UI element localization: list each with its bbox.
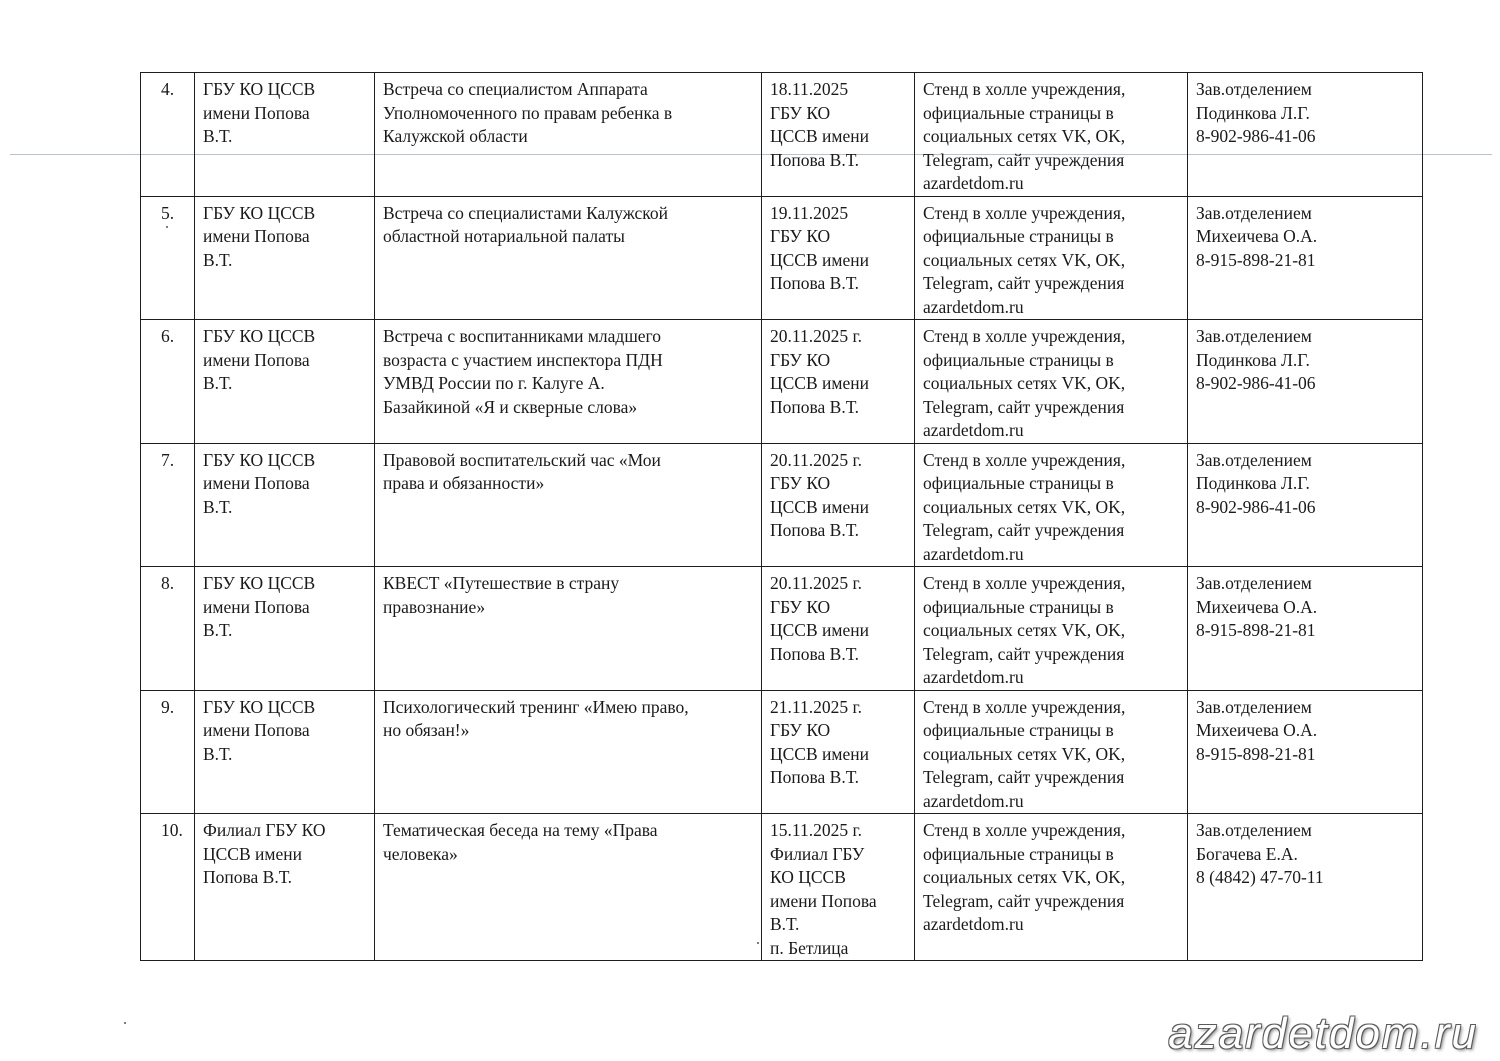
table-row [141, 690, 1423, 814]
row-number-cell: 10. [141, 814, 195, 961]
cell-text-line: имени Попова [770, 890, 877, 911]
cell-text-line: Telegram, сайт учреждения [923, 149, 1125, 170]
date-place-cell [762, 320, 915, 444]
info-channels-cell [915, 73, 1188, 197]
cell-text-line: Попова В.Т. [770, 643, 860, 664]
cell-text-line: 19.11.2025 [770, 202, 849, 223]
cell-text-line: имени Попова [203, 473, 310, 493]
cell-text-line: официальные страницы в [923, 720, 1114, 740]
cell-text-line: Зав.отделением [1196, 696, 1312, 717]
cell-text-line: Telegram, сайт учреждения [923, 767, 1125, 787]
cell-text-line: социальных сетях VK, OK, [923, 743, 1126, 764]
cell-text-line: социальных сетях VK, OK, [923, 373, 1126, 393]
info-channels-cell [915, 814, 1188, 961]
cell-text-line: В.Т. [203, 373, 233, 393]
date-place-cell [762, 690, 915, 814]
cell-text-line: Михеичева О.А. [1196, 720, 1318, 740]
cell-text-line: ЦССВ имени [203, 843, 302, 864]
organization-cell [195, 690, 375, 814]
cell-text-line: права и обязанности» [383, 473, 545, 493]
cell-text-line: Филиал ГБУ КО [203, 820, 326, 840]
cell-text-line: Зав.отделением [1196, 820, 1312, 840]
cell-text-line: В.Т. [203, 249, 233, 270]
organization-cell [195, 196, 375, 320]
organization-cell [195, 443, 375, 567]
cell-text-line: Михеичева О.А. [1196, 226, 1318, 246]
cell-text-line: Стенд в холле учреждения, [923, 326, 1126, 346]
cell-text-line: 8-902-986-41-06 [1196, 126, 1316, 146]
cell-text-line: ГБУ КО [770, 102, 831, 123]
cell-text-line: социальных сетях VK, OK, [923, 620, 1126, 640]
responsible-cell [1188, 196, 1423, 320]
cell-text-line: ГБУ КО ЦССВ [203, 449, 316, 470]
site-watermark: azardetdom.ru [1168, 1009, 1478, 1058]
responsible-cell [1188, 814, 1423, 961]
cell-text-line: ГБУ КО ЦССВ [203, 79, 316, 99]
cell-text-line: Зав.отделением [1196, 79, 1312, 99]
cell-text-line: Стенд в холле учреждения, [923, 202, 1126, 223]
cell-text-line: В.Т. [203, 126, 233, 146]
cell-text-line: Правовой воспитательский час «Мои [383, 449, 661, 470]
cell-text-line: ЦССВ имени [770, 126, 869, 146]
cell-text-line: ЦССВ имени [770, 743, 869, 764]
cell-text-line: Подинкова Л.Г. [1196, 102, 1310, 123]
cell-text-line: областной нотариальной палаты [383, 226, 625, 246]
cell-text-line: В.Т. [770, 914, 800, 934]
row-number-cell: 8. [141, 567, 195, 691]
cell-text-line: ГБУ КО [770, 596, 831, 617]
cell-text-line: официальные страницы в [923, 473, 1114, 493]
cell-text-line: УМВД России по г. Калуге А. [383, 373, 605, 393]
cell-text-line: 20.11.2025 г. [770, 449, 863, 470]
cell-text-line: 8-915-898-21-81 [1196, 743, 1316, 764]
info-channels-cell [915, 690, 1188, 814]
event-name-cell [375, 814, 762, 961]
cell-text-line: Встреча с воспитанниками младшего [383, 326, 662, 346]
cell-text-line: Попова В.Т. [770, 767, 860, 787]
table-row [141, 443, 1423, 567]
cell-text-line: Telegram, сайт учреждения [923, 396, 1125, 417]
cell-text-line: ЦССВ имени [770, 496, 869, 517]
cell-text-line: Стенд в холле учреждения, [923, 696, 1126, 717]
cell-text-line: официальные страницы в [923, 596, 1114, 617]
event-name-cell [375, 196, 762, 320]
cell-text-line: 20.11.2025 г. [770, 326, 863, 346]
event-name-cell [375, 690, 762, 814]
cell-text-line: 8-915-898-21-81 [1196, 620, 1316, 640]
cell-text-line: Подинкова Л.Г. [1196, 473, 1310, 493]
cell-text-line: 8 (4842) 47-70-11 [1196, 867, 1324, 887]
cell-text-line: 18.11.2025 [770, 79, 849, 99]
cell-text-line: 8-915-898-21-81 [1196, 249, 1316, 270]
scan-speck [166, 226, 168, 228]
cell-text-line: Подинкова Л.Г. [1196, 349, 1310, 370]
cell-text-line: Стенд в холле учреждения, [923, 573, 1126, 593]
cell-text-line: официальные страницы в [923, 226, 1114, 246]
cell-text-line: п. Бетлица [770, 937, 849, 958]
organization-cell [195, 320, 375, 444]
cell-text-line: социальных сетях VK, OK, [923, 496, 1126, 517]
cell-text-line: Telegram, сайт учреждения [923, 273, 1125, 293]
info-channels-cell [915, 567, 1188, 691]
cell-text-line: Стенд в холле учреждения, [923, 79, 1126, 99]
cell-text-line: azardetdom.ru [923, 914, 1024, 934]
cell-text-line: Попова В.Т. [770, 273, 860, 293]
cell-text-line: Психологический тренинг «Имею право, [383, 696, 689, 717]
cell-text-line: Стенд в холле учреждения, [923, 449, 1126, 470]
row-number-cell: 7. [141, 443, 195, 567]
cell-text-line: Telegram, сайт учреждения [923, 890, 1125, 911]
scan-speck [124, 1022, 126, 1024]
organization-cell [195, 567, 375, 691]
cell-text-line: но обязан!» [383, 720, 470, 740]
cell-text-line: В.Т. [203, 620, 233, 640]
cell-text-line: Попова В.Т. [203, 867, 293, 887]
cell-text-line: имени Попова [203, 102, 310, 123]
info-channels-cell [915, 443, 1188, 567]
cell-text-line: человека» [383, 843, 458, 864]
cell-text-line: Попова В.Т. [770, 396, 860, 417]
cell-text-line: Уполномоченного по правам ребенка в [383, 102, 673, 123]
cell-text-line: официальные страницы в [923, 843, 1114, 864]
cell-text-line: azardetdom.ru [923, 667, 1024, 687]
date-place-cell [762, 567, 915, 691]
cell-text-line: имени Попова [203, 349, 310, 370]
cell-text-line: Филиал ГБУ [770, 843, 865, 864]
cell-text-line: ЦССВ имени [770, 373, 869, 393]
cell-text-line: правознание» [383, 596, 486, 617]
cell-text-line: Telegram, сайт учреждения [923, 520, 1125, 540]
cell-text-line: В.Т. [203, 496, 233, 517]
table-row [141, 73, 1423, 197]
cell-text-line: КО ЦССВ [770, 867, 846, 887]
table-row [141, 196, 1423, 320]
row-number-cell: 9. [141, 690, 195, 814]
cell-text-line: 15.11.2025 г. [770, 820, 863, 840]
table-row [141, 814, 1423, 961]
row-number-cell: 5. [141, 196, 195, 320]
cell-text-line: В.Т. [203, 743, 233, 764]
cell-text-line: имени Попова [203, 596, 310, 617]
cell-text-line: ГБУ КО ЦССВ [203, 326, 316, 346]
row-number-cell: 4. [141, 73, 195, 197]
cell-text-line: имени Попова [203, 720, 310, 740]
cell-text-line: социальных сетях VK, OK, [923, 126, 1126, 146]
organization-cell [195, 73, 375, 197]
cell-text-line: Михеичева О.А. [1196, 596, 1318, 617]
cell-text-line: azardetdom.ru [923, 543, 1024, 564]
cell-text-line: ГБУ КО ЦССВ [203, 573, 316, 593]
cell-text-line: Telegram, сайт учреждения [923, 643, 1125, 664]
cell-text-line: социальных сетях VK, OK, [923, 867, 1126, 887]
cell-text-line: azardetdom.ru [923, 420, 1024, 440]
date-place-cell [762, 443, 915, 567]
cell-text-line: Зав.отделением [1196, 202, 1312, 223]
cell-text-line: 21.11.2025 г. [770, 696, 863, 717]
cell-text-line: ГБУ КО [770, 226, 831, 246]
cell-text-line: Зав.отделением [1196, 449, 1312, 470]
cell-text-line: 8-902-986-41-06 [1196, 373, 1316, 393]
cell-text-line: ГБУ КО ЦССВ [203, 696, 316, 717]
cell-text-line: 20.11.2025 г. [770, 573, 863, 593]
event-name-cell [375, 73, 762, 197]
events-table-body [141, 73, 1423, 961]
responsible-cell [1188, 443, 1423, 567]
cell-text-line: Богачева Е.А. [1196, 843, 1298, 864]
events-table [140, 72, 1423, 961]
cell-text-line: Попова В.Т. [770, 520, 860, 540]
cell-text-line: ЦССВ имени [770, 249, 869, 270]
responsible-cell [1188, 690, 1423, 814]
event-name-cell [375, 320, 762, 444]
row-number-cell: 6. [141, 320, 195, 444]
cell-text-line: azardetdom.ru [923, 790, 1024, 811]
organization-cell [195, 814, 375, 961]
responsible-cell [1188, 567, 1423, 691]
cell-text-line: Зав.отделением [1196, 326, 1312, 346]
cell-text-line: ГБУ КО ЦССВ [203, 202, 316, 223]
info-channels-cell [915, 320, 1188, 444]
date-place-cell [762, 73, 915, 197]
info-channels-cell [915, 196, 1188, 320]
date-place-cell [762, 814, 915, 961]
cell-text-line: ГБУ КО [770, 473, 831, 493]
cell-text-line: Базайкиной «Я и скверные слова» [383, 396, 638, 417]
cell-text-line: azardetdom.ru [923, 296, 1024, 317]
responsible-cell [1188, 73, 1423, 197]
table-row [141, 567, 1423, 691]
cell-text-line: Попова В.Т. [770, 149, 860, 170]
cell-text-line: возраста с участием инспектора ПДН [383, 349, 663, 370]
scan-speck [757, 942, 759, 944]
date-place-cell [762, 196, 915, 320]
cell-text-line: официальные страницы в [923, 102, 1114, 123]
cell-text-line: ГБУ КО [770, 720, 831, 740]
cell-text-line: имени Попова [203, 226, 310, 246]
cell-text-line: Встреча со специалистами Калужской [383, 202, 668, 223]
cell-text-line: официальные страницы в [923, 349, 1114, 370]
cell-text-line: ГБУ КО [770, 349, 831, 370]
cell-text-line: Зав.отделением [1196, 573, 1312, 593]
cell-text-line: Тематическая беседа на тему «Права [383, 820, 658, 840]
table-row [141, 320, 1423, 444]
cell-text-line: КВЕСТ «Путешествие в страну [383, 573, 620, 593]
cell-text-line: ЦССВ имени [770, 620, 869, 640]
cell-text-line: Встреча со специалистом Аппарата [383, 79, 648, 99]
cell-text-line: azardetdom.ru [923, 173, 1024, 193]
event-name-cell [375, 567, 762, 691]
cell-text-line: Стенд в холле учреждения, [923, 820, 1126, 840]
responsible-cell [1188, 320, 1423, 444]
cell-text-line: социальных сетях VK, OK, [923, 249, 1126, 270]
event-name-cell [375, 443, 762, 567]
cell-text-line: Калужской области [383, 126, 528, 146]
cell-text-line: 8-902-986-41-06 [1196, 496, 1316, 517]
